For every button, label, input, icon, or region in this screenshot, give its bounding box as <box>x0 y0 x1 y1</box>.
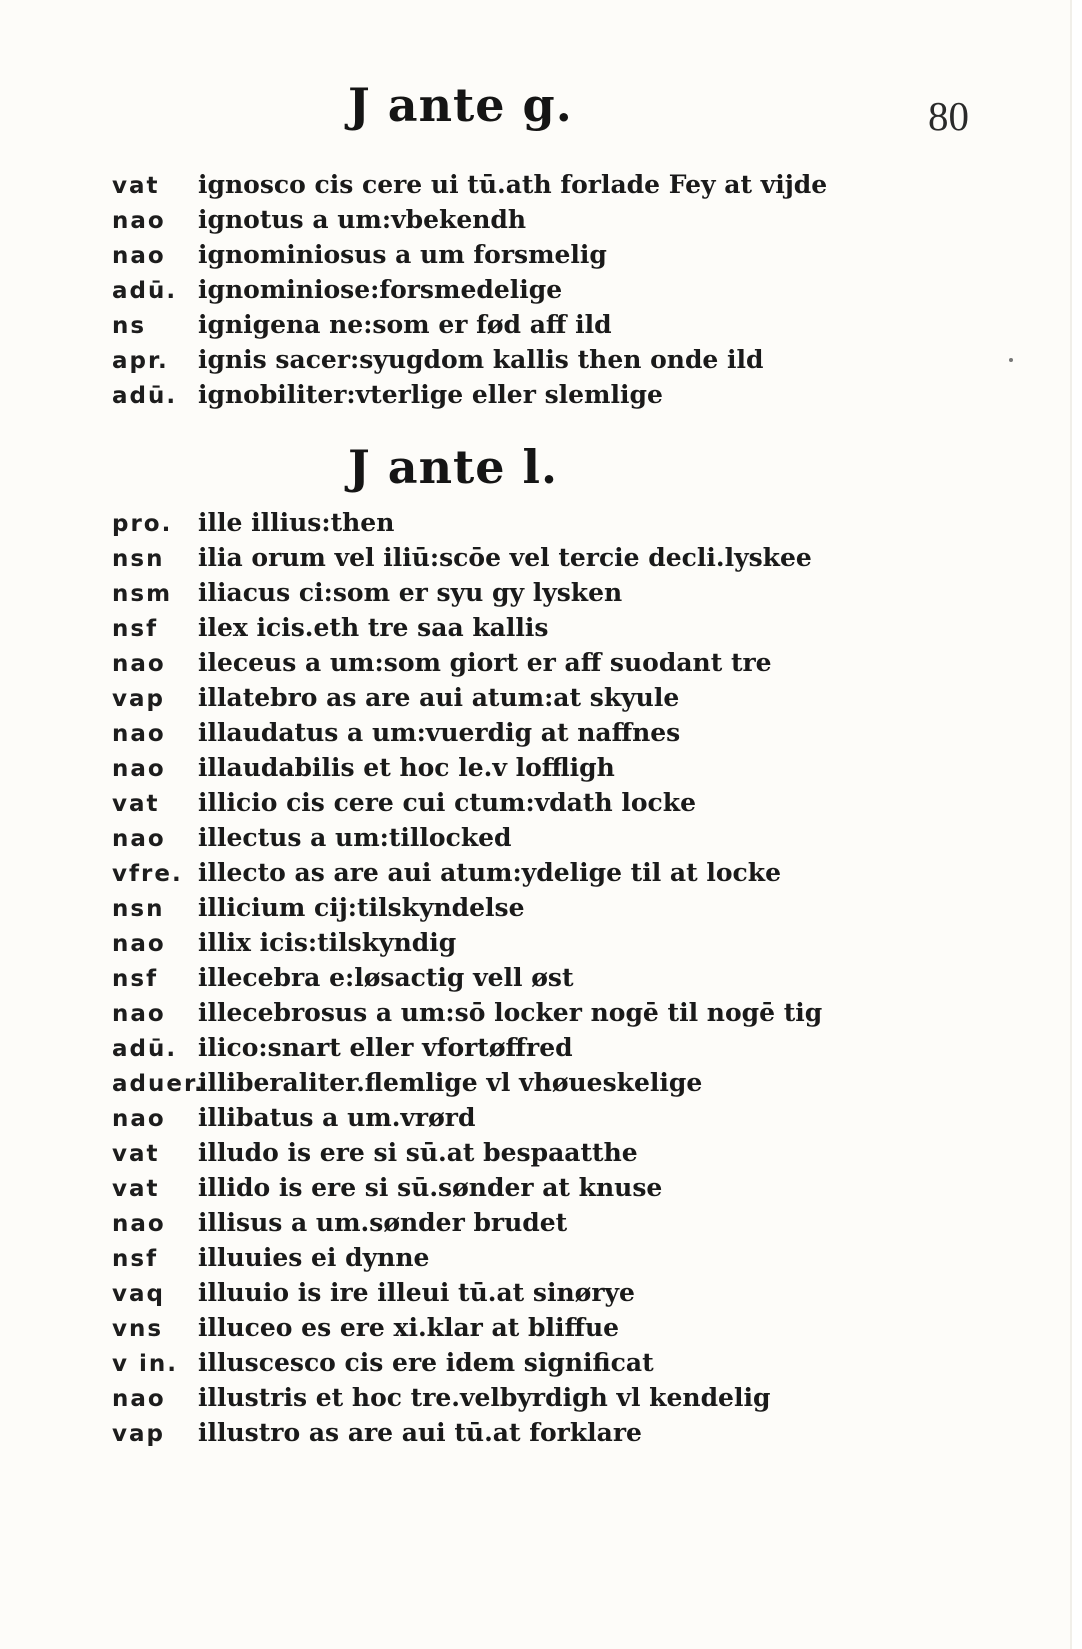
entry-definition: illaudabilis et hoc le.v loffligh <box>198 753 615 782</box>
entry-definition: ilia orum vel iliū:scōe vel tercie decli.lyskee <box>198 543 812 572</box>
page-number: 80 <box>928 93 969 139</box>
entry-definition: illicio cis cere cui ctum:vdath locke <box>198 788 696 817</box>
entry-definition: ilex icis.eth tre saa kallis <box>198 613 549 642</box>
entry-row <box>112 506 394 540</box>
entry-row <box>112 203 526 237</box>
entry-definition: iliacus ci:som er syu gy lysken <box>198 578 623 607</box>
entry-row <box>112 343 764 377</box>
entry-row <box>112 751 615 785</box>
entry-abbreviation: vfre. <box>112 861 183 887</box>
entry-abbreviation: pro. <box>112 511 173 537</box>
entry-row <box>112 1346 654 1380</box>
entry-abbreviation: nao <box>112 931 166 957</box>
entry-row <box>112 716 680 750</box>
entry-row <box>112 1206 567 1240</box>
entry-abbreviation: ns <box>112 313 147 339</box>
entry-abbreviation: nao <box>112 756 166 782</box>
entry-definition: illudo is ere si sū.at bespaatthe <box>198 1138 638 1167</box>
entry-row <box>112 786 696 820</box>
entry-definition: ignobiliter:vterlige eller slemlige <box>198 380 663 409</box>
entry-row <box>112 1066 702 1100</box>
entry-row <box>112 168 827 202</box>
entry-row <box>112 378 663 412</box>
entry-row <box>112 926 456 960</box>
entry-row <box>112 1101 475 1135</box>
entry-definition: illecebra e:løsactig vell øst <box>198 963 574 992</box>
entry-definition: illisus a um.sønder brudet <box>198 1208 568 1237</box>
entry-row <box>112 1381 770 1415</box>
entry-row <box>112 238 607 272</box>
entry-abbreviation: nao <box>112 651 166 677</box>
entry-definition: illuuio is ire illeui tū.at sinørye <box>198 1278 635 1307</box>
entry-definition: ignotus a um:vbekendh <box>198 205 527 234</box>
entry-row <box>112 996 822 1030</box>
entry-row <box>112 1171 662 1205</box>
entry-definition: illido is ere si sū.sønder at knuse <box>198 1173 663 1202</box>
entry-definition: illuscesco cis ere idem significat <box>198 1348 654 1377</box>
entry-definition: illustris et hoc tre.velbyrdigh vl kendelig <box>198 1383 771 1412</box>
entry-row <box>112 681 679 715</box>
entry-abbreviation: adū. <box>112 383 178 409</box>
entry-row <box>112 1136 638 1170</box>
entry-row <box>112 856 781 890</box>
entry-abbreviation: nao <box>112 208 166 234</box>
entry-definition: ignis sacer:syugdom kallis then onde ild <box>198 345 764 374</box>
entry-abbreviation: v in. <box>112 1351 178 1377</box>
entry-abbreviation: nsn <box>112 896 165 922</box>
entry-definition: illicium cij:tilskyndelse <box>198 893 525 922</box>
entry-definition: ignominiosus a um forsmelig <box>198 240 607 269</box>
entry-definition: illecto as are aui atum:ydelige til at locke <box>198 858 781 887</box>
entry-row <box>112 1311 619 1345</box>
entry-abbreviation: adū. <box>112 1036 178 1062</box>
entry-definition: ilico:snart eller vfortøffred <box>198 1033 573 1062</box>
entry-row <box>112 541 812 575</box>
entry-abbreviation: vns <box>112 1316 164 1342</box>
entry-abbreviation: nao <box>112 721 166 747</box>
entry-abbreviation: nao <box>112 1211 166 1237</box>
entry-abbreviation: nao <box>112 243 166 269</box>
entry-abbreviation: vat <box>112 791 160 817</box>
entry-abbreviation: vat <box>112 1176 160 1202</box>
entry-definition: ignigena ne:som er fød aff ild <box>198 310 612 339</box>
entry-abbreviation: vaq <box>112 1281 165 1307</box>
entry-row <box>112 1276 635 1310</box>
entry-row <box>112 1241 429 1275</box>
entry-abbreviation: aduer. <box>112 1071 205 1097</box>
entry-definition: ille illius:then <box>198 508 395 537</box>
entry-row <box>112 961 574 995</box>
entry-abbreviation: vat <box>112 1141 160 1167</box>
entry-definition: illibatus a um.vrørd <box>198 1103 476 1132</box>
section-heading-j-ante-l: J ante l. <box>348 440 559 494</box>
entry-row <box>112 891 525 925</box>
entry-abbreviation: nao <box>112 826 166 852</box>
entry-definition: illiberaliter.flemlige vl vhøueskelige <box>198 1068 703 1097</box>
entry-definition: ignosco cis cere ui tū.ath forlade Fey at vijde <box>198 170 828 199</box>
entry-row <box>112 576 622 610</box>
entry-abbreviation: nsn <box>112 546 165 572</box>
entry-definition: illuuies ei dynne <box>198 1243 430 1272</box>
entry-abbreviation: nsf <box>112 1246 159 1272</box>
entry-definition: illaudatus a um:vuerdig at naffnes <box>198 718 681 747</box>
entry-abbreviation: adū. <box>112 278 178 304</box>
entry-row <box>112 308 612 342</box>
entry-definition: ileceus a um:som giort er aff suodant tre <box>198 648 772 677</box>
entry-definition: ignominiose:forsmedelige <box>198 275 563 304</box>
entry-abbreviation: nao <box>112 1106 166 1132</box>
entry-definition: illix icis:tilskyndig <box>198 928 457 957</box>
entry-definition: illecebrosus a um:sō locker nogē til nogē tig <box>198 998 823 1027</box>
entry-definition: illustro as are aui tū.at forklare <box>198 1418 642 1447</box>
entry-row <box>112 821 512 855</box>
entry-abbreviation: nao <box>112 1001 166 1027</box>
entry-abbreviation: vap <box>112 686 165 712</box>
entry-definition: illatebro as are aui atum:at skyule <box>198 683 680 712</box>
entry-row <box>112 1031 573 1065</box>
entry-definition: illuceo es ere xi.klar at bliffue <box>198 1313 620 1342</box>
entry-abbreviation: nsf <box>112 966 159 992</box>
entry-abbreviation: nsm <box>112 581 173 607</box>
entry-definition: illectus a um:tillocked <box>198 823 512 852</box>
entry-row <box>112 273 562 307</box>
entry-row <box>112 1416 642 1450</box>
entry-abbreviation: vat <box>112 173 160 199</box>
entry-row <box>112 646 772 680</box>
entry-abbreviation: apr. <box>112 348 169 374</box>
entry-abbreviation: nao <box>112 1386 166 1412</box>
entry-row <box>112 611 548 645</box>
paper-speck <box>1009 358 1013 362</box>
entry-abbreviation: nsf <box>112 616 159 642</box>
section-heading-j-ante-g: J ante g. <box>348 78 573 132</box>
entry-abbreviation: vap <box>112 1421 165 1447</box>
